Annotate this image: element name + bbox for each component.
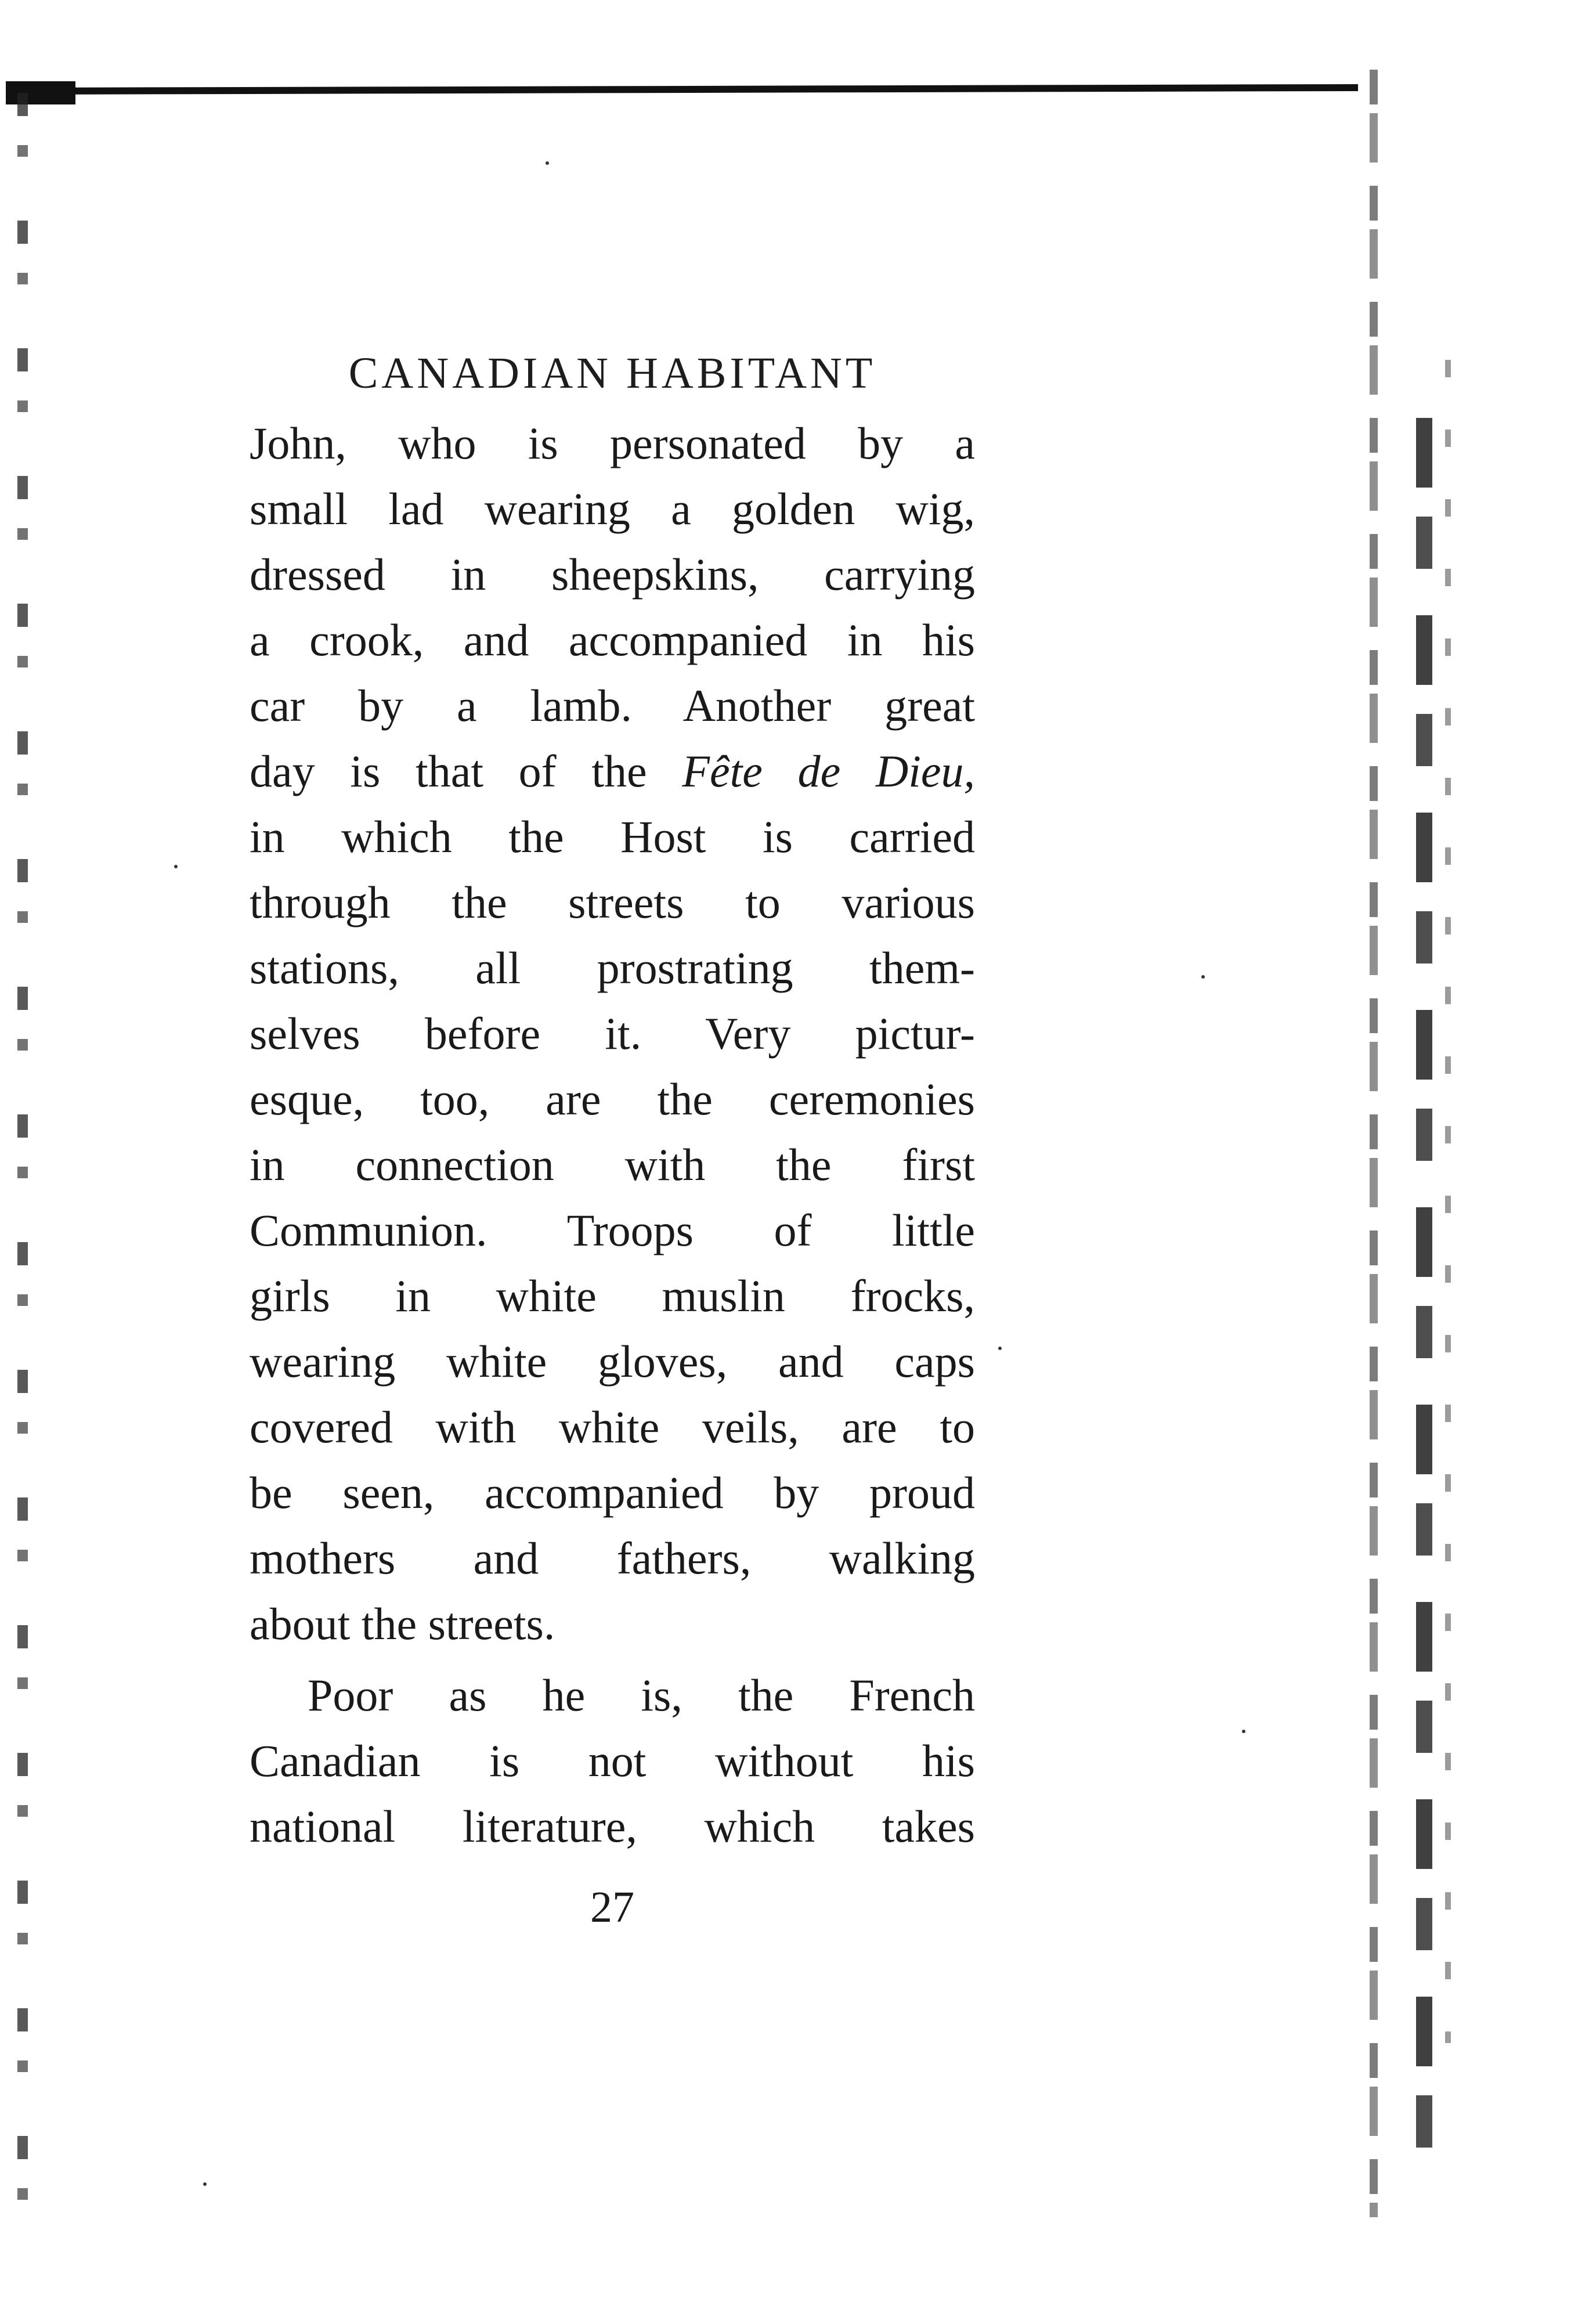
- paragraph-1: [250, 410, 975, 1657]
- text-line: selves before it. Very pictur-: [250, 1008, 975, 1059]
- text-line: girls in white muslin frocks,: [250, 1271, 975, 1321]
- scan-speck: [1242, 1730, 1245, 1733]
- scan-top-border: [6, 84, 1358, 95]
- text-line: mothers and fathers, walking: [250, 1533, 975, 1583]
- text-line: be seen, accompanied by proud: [250, 1467, 975, 1518]
- text-line: national literature, which takes: [250, 1801, 975, 1852]
- scan-left-edge-shadow: [17, 93, 28, 2240]
- text-line: Communion. Troops of little: [250, 1205, 975, 1255]
- text-line: covered with white veils, are to: [250, 1402, 975, 1452]
- text-line: wearing white gloves, and caps: [250, 1336, 975, 1387]
- page-number: 27: [590, 1883, 634, 1932]
- scan-speck: [174, 865, 178, 868]
- text-line: in connection with the first: [250, 1139, 975, 1190]
- book-page: [250, 348, 975, 1933]
- text-line: through the streets to various: [250, 877, 975, 928]
- scan-speck: [998, 1347, 1002, 1350]
- scan-top-corner-mark: [6, 81, 75, 104]
- scan-speck: [203, 2182, 207, 2186]
- text-line: stations, all prostrating them-: [250, 943, 975, 993]
- text-line: Canadian is not without his: [250, 1735, 975, 1786]
- text-line: about the streets.: [250, 1598, 555, 1649]
- text-line-with-italic: [250, 738, 975, 804]
- text-line: Poor as he is, the French: [308, 1670, 975, 1720]
- running-head: CANADIAN HABITANT: [348, 349, 876, 398]
- text-line: car by a lamb. Another great: [250, 680, 975, 731]
- italic-title: Fête de Dieu,: [682, 746, 976, 796]
- scan-speck: [1201, 975, 1205, 979]
- text-line: John, who is personated by a: [250, 418, 975, 468]
- scan-right-edge-shadow: [1370, 70, 1486, 2217]
- text-line: dressed in sheepskins, carrying: [250, 549, 975, 600]
- paragraph-2: [250, 1662, 975, 1859]
- text-segment: day is that of the: [250, 746, 647, 796]
- text-line: in which the Host is carried: [250, 811, 975, 862]
- scan-speck: [546, 161, 549, 165]
- text-line: esque, too, are the ceremonies: [250, 1074, 975, 1124]
- text-line: small lad wearing a golden wig,: [250, 483, 975, 534]
- text-line: a crook, and accompanied in his: [250, 615, 975, 665]
